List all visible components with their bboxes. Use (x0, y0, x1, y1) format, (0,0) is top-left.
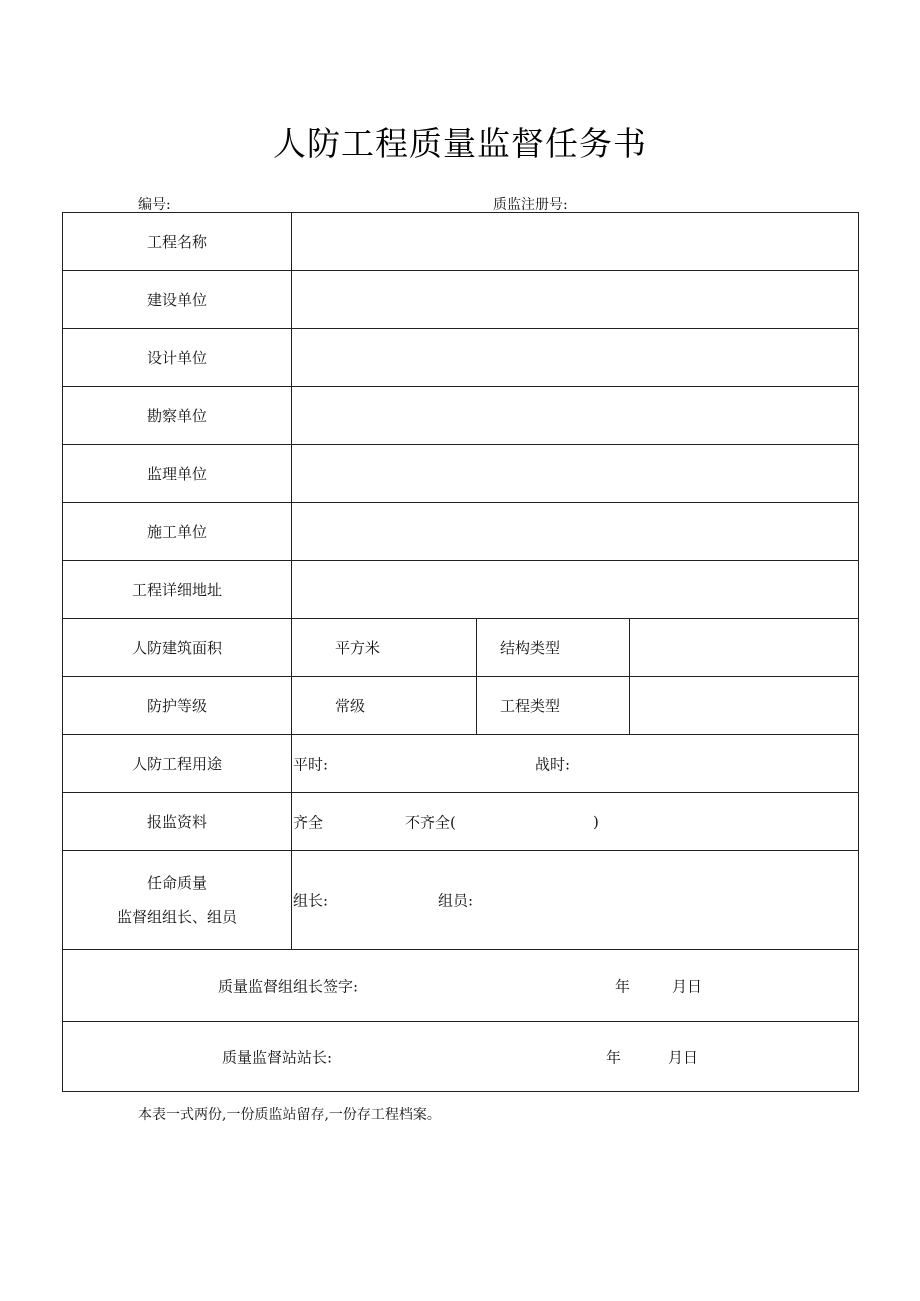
area-unit: 平方米 (335, 639, 381, 657)
table-row (63, 561, 859, 619)
survey-unit-label: 勘察单位 (63, 387, 292, 445)
table-row (63, 851, 859, 950)
page-title: 人防工程质量监督任务书 (273, 124, 647, 163)
table-row (63, 793, 859, 851)
station-chief-label: 质量监督站站长: (222, 1048, 333, 1066)
construction-unit-label: 建设单位 (63, 271, 292, 329)
materials-incomplete-close: ) (593, 812, 599, 831)
construction-unit-field[interactable] (292, 271, 859, 329)
leader-signature-month-day: 月日 (672, 977, 703, 995)
project-name-label: 工程名称 (63, 213, 292, 271)
table-row (63, 271, 859, 329)
table-row (63, 677, 859, 735)
table-row (63, 735, 859, 793)
team-label-line1: 任命质量 (146, 874, 207, 892)
project-name-field[interactable] (292, 213, 859, 271)
project-type-label: 工程类型 (500, 697, 561, 715)
area-label: 人防建筑面积 (63, 619, 292, 677)
survey-unit-field[interactable] (292, 387, 859, 445)
builder-unit-field[interactable] (292, 503, 859, 561)
area-field[interactable] (292, 619, 477, 677)
team-leader-label: 组长: (293, 891, 329, 910)
design-unit-field[interactable] (292, 329, 859, 387)
table-row (63, 619, 859, 677)
protection-grade-field[interactable] (292, 677, 477, 735)
leader-signature-label: 质量监督组组长签字: (218, 977, 359, 995)
document-number (138, 194, 261, 214)
station-chief-year: 年 (606, 1048, 622, 1066)
address-label: 工程详细地址 (63, 561, 292, 619)
usage-field[interactable] (292, 735, 859, 793)
structure-type-field[interactable] (630, 619, 859, 677)
supervision-unit-label: 监理单位 (63, 445, 292, 503)
structure-type-label: 结构类型 (500, 639, 561, 657)
builder-unit-label: 施工单位 (63, 503, 292, 561)
wartime-label: 战时: (535, 755, 571, 773)
registration-number-label: 质监注册号: (493, 197, 568, 213)
supervision-unit-field[interactable] (292, 445, 859, 503)
leader-signature-year: 年 (615, 977, 631, 995)
materials-label: 报监资料 (63, 793, 292, 851)
station-chief-field[interactable] (63, 1022, 859, 1092)
table-row (63, 503, 859, 561)
team-member-label: 组员: (438, 891, 474, 910)
table-row (63, 445, 859, 503)
table-row (63, 329, 859, 387)
protection-grade-value: 常级 (335, 697, 366, 715)
table-row (63, 387, 859, 445)
project-type-label-cell (477, 677, 630, 735)
design-unit-label: 设计单位 (63, 329, 292, 387)
peacetime-label: 平时: (293, 755, 329, 773)
materials-complete-option[interactable]: 齐全 (293, 813, 324, 831)
station-chief-month-day: 月日 (668, 1048, 699, 1066)
structure-type-label-cell (477, 619, 630, 677)
protection-grade-label: 防护等级 (63, 677, 292, 735)
supervision-form-table (62, 212, 859, 1092)
team-label-line2: 监督组组长、组员 (116, 908, 237, 926)
document-number-label: 编号: (138, 197, 171, 213)
address-field[interactable] (292, 561, 859, 619)
registration-number (493, 194, 658, 214)
table-row (63, 1022, 859, 1092)
team-field[interactable] (292, 851, 859, 950)
usage-label: 人防工程用途 (63, 735, 292, 793)
table-row (63, 213, 859, 271)
leader-signature-field[interactable] (63, 950, 859, 1022)
footer-note: 本表一式两份,一份质监站留存,一份存工程档案。 (138, 1107, 441, 1123)
team-label (63, 851, 292, 950)
materials-incomplete-option[interactable]: 不齐全( (405, 813, 456, 831)
materials-field[interactable] (292, 793, 859, 851)
project-type-field[interactable] (630, 677, 859, 735)
table-row (63, 950, 859, 1022)
